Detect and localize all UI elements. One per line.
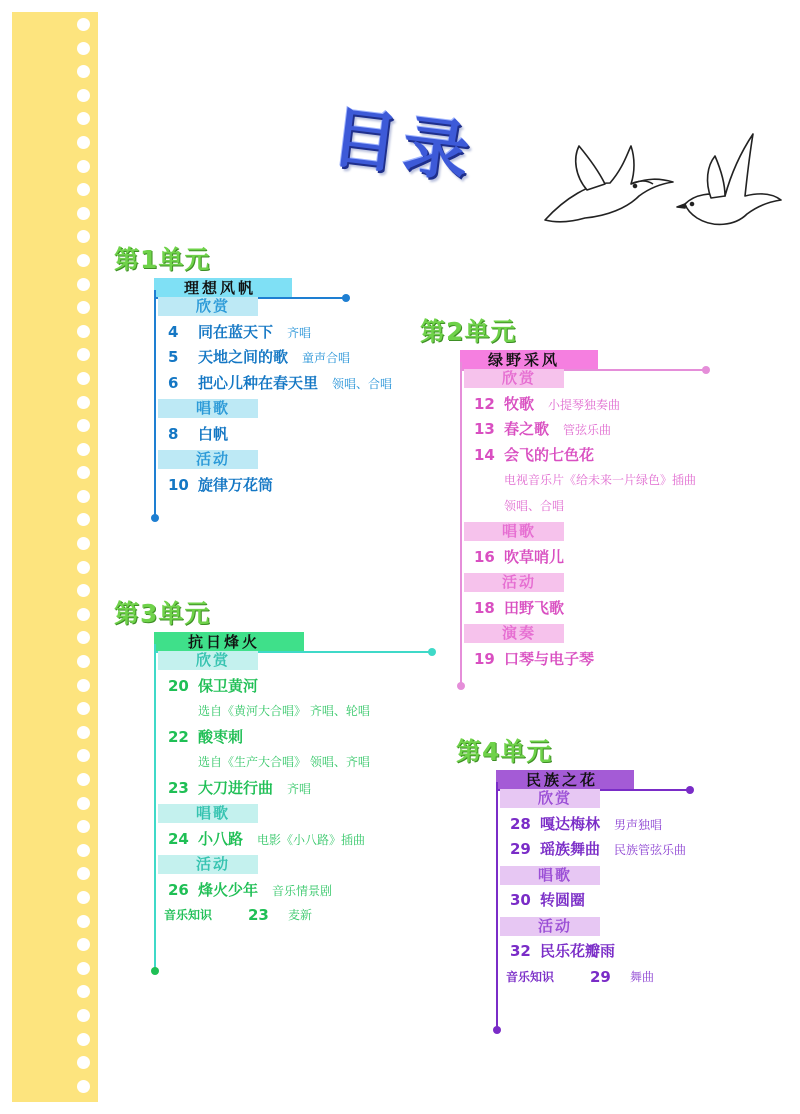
entry-title <box>198 827 365 853</box>
toc-entry[interactable] <box>154 320 454 346</box>
entry-subtitle-text: 选自《黄河大合唱》 齐唱、轮唱 <box>198 704 370 718</box>
binder-hole <box>77 278 90 291</box>
binder-hole <box>77 726 90 739</box>
entry-title-text: 嘎达梅林 <box>540 814 601 833</box>
toc-entry[interactable] <box>154 725 474 751</box>
binder-hole <box>77 608 90 621</box>
binder-hole <box>77 466 90 479</box>
binder-hole <box>77 301 90 314</box>
entry-title <box>198 776 311 802</box>
entry-title-text: 吹草哨儿 <box>504 547 565 566</box>
page-number: 28 <box>510 814 531 833</box>
entry-subtitle-text: 领唱、合唱 <box>504 498 565 513</box>
binder-hole <box>77 655 90 668</box>
section-bar <box>464 522 564 541</box>
entry-title <box>198 345 350 371</box>
unit-1 <box>114 240 393 494</box>
entry-title <box>504 443 594 468</box>
binder-hole <box>77 679 90 692</box>
entry-title-text: 把心儿种在春天里 <box>198 373 319 392</box>
entry-title-text: 瑶族舞曲 <box>540 840 601 858</box>
entry-title-text: 会飞的七色花 <box>504 445 595 464</box>
unit-heading: 第1单元 <box>114 245 211 274</box>
binder-hole <box>77 65 90 78</box>
section-label: 欣赏 <box>196 297 231 315</box>
entry-subtitle-text: 电视音乐片《给未来一片绿色》插曲 <box>504 473 697 487</box>
unit-theme: 理想风帆 <box>184 279 257 297</box>
entry-note: 管弦乐曲 <box>563 423 612 437</box>
unit-theme: 抗日烽火 <box>188 633 261 651</box>
unit-heading: 第4单元 <box>456 737 553 766</box>
binder-hole <box>77 1009 90 1022</box>
page-number: 30 <box>510 891 531 909</box>
section-label: 活动 <box>196 855 231 873</box>
section-label: 唱歌 <box>538 865 573 884</box>
page-number: 13 <box>474 420 495 438</box>
page-number: 4 <box>168 322 179 341</box>
entry-note: 齐唱 <box>287 781 312 796</box>
page-number: 22 <box>168 727 189 746</box>
binder-hole <box>77 136 90 149</box>
section-header <box>460 519 800 545</box>
entry-title: 舞曲 <box>630 969 655 984</box>
binder-hole <box>77 230 90 243</box>
entry-title <box>198 878 332 904</box>
entry-title <box>540 812 662 838</box>
page-number: 19 <box>474 649 495 668</box>
toc-entry[interactable] <box>154 371 454 397</box>
toc-entry[interactable] <box>460 417 800 443</box>
page-number: 18 <box>474 598 495 617</box>
entry-title-text: 口琴与电子琴 <box>504 649 595 668</box>
section-header <box>496 914 796 940</box>
entry-title <box>198 320 311 346</box>
section-bar <box>158 651 258 670</box>
section-label: 唱歌 <box>196 804 231 822</box>
section-header <box>460 621 800 647</box>
entry-title-text: 牧歌 <box>504 394 535 413</box>
section-header <box>460 570 800 596</box>
binder-hole <box>77 844 90 857</box>
binder-hole <box>77 18 90 31</box>
toc-entry[interactable] <box>460 647 800 673</box>
unit-theme: 绿野采风 <box>488 351 561 369</box>
entry-title-text: 同在蓝天下 <box>198 322 274 341</box>
entry-title: 麦新 <box>288 908 313 922</box>
entry-subtitle-text: 选自《生产大合唱》 领唱、齐唱 <box>198 755 370 769</box>
entry-title-text: 白帆 <box>198 424 229 443</box>
entry-subtitle <box>154 699 474 725</box>
binder-hole <box>77 797 90 810</box>
page-number: 10 <box>168 475 189 494</box>
entry-title-text: 大刀进行曲 <box>198 778 274 797</box>
unit-2 <box>420 312 720 668</box>
page-number: 8 <box>168 424 179 443</box>
entry-title <box>504 417 611 443</box>
toc-entry[interactable] <box>154 345 454 371</box>
binder-hole <box>77 867 90 880</box>
entry-title-text: 烽火少年 <box>198 880 259 899</box>
page-number: 24 <box>168 829 189 848</box>
section-header <box>496 786 796 812</box>
binder-hole <box>77 702 90 715</box>
section-bar <box>158 297 258 316</box>
section-label: 演奏 <box>502 624 537 642</box>
entry-title <box>540 888 585 913</box>
section-label: 活动 <box>502 573 537 591</box>
section-label: 活动 <box>196 450 231 468</box>
entry-title-text: 旋律万花筒 <box>198 475 274 494</box>
toc-entry[interactable] <box>496 939 796 965</box>
section-label: 唱歌 <box>502 522 537 540</box>
binder-hole <box>77 183 90 196</box>
entry-title <box>198 422 228 447</box>
binder-hole <box>77 490 90 503</box>
toc-entry[interactable] <box>496 812 796 838</box>
entry-title-text: 春之歌 <box>504 420 550 438</box>
section-bar <box>500 789 600 808</box>
entry-title <box>504 596 564 621</box>
section-bar <box>158 450 258 469</box>
section-label: 欣赏 <box>196 651 231 669</box>
entry-note: 领唱、合唱 <box>332 376 393 391</box>
section-header <box>154 447 454 473</box>
section-bar <box>158 804 258 823</box>
page-number: 16 <box>474 547 495 566</box>
entry-title <box>540 837 686 863</box>
toc-entry[interactable] <box>154 878 474 904</box>
section-header <box>154 294 454 320</box>
section-label: 活动 <box>538 916 573 935</box>
entry-title <box>540 939 615 964</box>
binder-hole <box>77 1056 90 1069</box>
binder-hole <box>77 962 90 975</box>
entry-subtitle <box>154 750 474 776</box>
binder-hole <box>77 42 90 55</box>
toc-entry[interactable] <box>154 674 474 700</box>
binder-hole <box>77 915 90 928</box>
toc-entry[interactable] <box>154 827 474 853</box>
unit-theme: 民族之花 <box>526 771 599 789</box>
section-bar <box>158 855 258 874</box>
binder-hole <box>77 443 90 456</box>
binder-hole <box>77 584 90 597</box>
entry-subtitle <box>460 494 800 520</box>
section-header <box>460 366 800 392</box>
entry-title <box>198 725 243 750</box>
binder-hole <box>77 773 90 786</box>
music-knowledge-entry[interactable] <box>496 965 796 991</box>
toc-entry[interactable] <box>460 392 800 418</box>
toc-entry[interactable] <box>460 596 800 622</box>
entry-title-text: 田野飞歌 <box>504 598 565 617</box>
unit-4 <box>456 732 716 986</box>
unit-heading: 第2单元 <box>420 317 517 346</box>
toc-entry[interactable] <box>460 443 800 469</box>
entry-title <box>198 371 392 397</box>
section-label: 欣赏 <box>538 789 573 807</box>
page-number: 6 <box>168 373 179 392</box>
binder-hole <box>77 513 90 526</box>
unit-heading: 第3单元 <box>114 599 211 628</box>
page-number: 26 <box>168 880 189 899</box>
entry-note: 齐唱 <box>287 325 312 340</box>
binder-hole <box>77 348 90 361</box>
binder-hole <box>77 372 90 385</box>
binder-hole <box>77 254 90 267</box>
binder-hole <box>77 207 90 220</box>
binder-holes <box>77 18 91 1098</box>
entry-note: 民族管弦乐曲 <box>614 843 687 857</box>
page-title: 目录 <box>327 98 480 193</box>
toc-entry[interactable] <box>496 888 796 914</box>
knowledge-label: 音乐知识 <box>164 908 213 922</box>
page-number: 20 <box>168 676 189 695</box>
entry-note: 男声独唱 <box>614 817 663 832</box>
section-header <box>154 396 454 422</box>
entry-title-text: 民乐花瓣雨 <box>540 942 616 960</box>
page-number: 23 <box>168 778 189 797</box>
entry-title-text: 小八路 <box>198 829 244 848</box>
entry-title-text: 转圆圈 <box>540 891 586 909</box>
section-label: 欣赏 <box>502 369 537 387</box>
binder-hole <box>77 749 90 762</box>
section-header <box>154 852 474 878</box>
entry-title <box>198 674 258 699</box>
entry-note: 音乐情景剧 <box>272 883 333 898</box>
binder-hole <box>77 631 90 644</box>
page-number: 29 <box>590 967 611 986</box>
section-label: 唱歌 <box>196 399 231 417</box>
page-number: 29 <box>510 840 531 858</box>
section-bar <box>500 866 600 885</box>
music-knowledge-entry[interactable] <box>154 903 474 929</box>
section-bar <box>464 573 564 592</box>
entry-title <box>504 647 594 672</box>
section-header <box>154 648 474 674</box>
binder-hole <box>77 938 90 951</box>
toc-entry[interactable] <box>154 422 454 448</box>
section-bar <box>464 369 564 388</box>
section-bar <box>464 624 564 643</box>
toc-entry[interactable] <box>154 473 454 499</box>
entry-note: 童声合唱 <box>302 351 351 365</box>
binder-hole <box>77 396 90 409</box>
binder-hole <box>77 561 90 574</box>
binder-hole <box>77 160 90 173</box>
entry-title <box>198 473 273 498</box>
entry-title <box>504 392 620 418</box>
binder-hole <box>77 112 90 125</box>
binder-hole <box>77 419 90 432</box>
toc-entry[interactable] <box>496 837 796 863</box>
page-number: 12 <box>474 394 495 413</box>
entry-note: 小提琴独奏曲 <box>548 397 621 412</box>
section-header <box>496 863 796 889</box>
unit-3 <box>114 594 444 924</box>
toc-entry[interactable] <box>460 545 800 571</box>
page-number: 14 <box>474 445 495 464</box>
page-number: 5 <box>168 348 179 366</box>
entry-title-text: 酸枣刺 <box>198 727 244 746</box>
section-header <box>154 801 474 827</box>
page-number: 23 <box>248 906 269 924</box>
entry-subtitle <box>460 468 800 494</box>
binder-hole <box>77 89 90 102</box>
section-bar <box>500 917 600 936</box>
doves-illustration <box>535 128 785 238</box>
binder-hole <box>77 1033 90 1046</box>
binder-hole <box>77 325 90 338</box>
binder-hole <box>77 537 90 550</box>
binder-hole <box>77 820 90 833</box>
binder-hole <box>77 891 90 904</box>
toc-entry[interactable] <box>154 776 474 802</box>
section-bar <box>158 399 258 418</box>
entry-title <box>504 545 564 570</box>
knowledge-label: 音乐知识 <box>506 969 555 984</box>
entry-title-text: 天地之间的歌 <box>198 348 289 366</box>
binder-hole <box>77 1080 90 1093</box>
page-number: 32 <box>510 942 531 960</box>
entry-note: 电影《小八路》插曲 <box>257 832 366 847</box>
binder-hole <box>77 985 90 998</box>
entry-title-text: 保卫黄河 <box>198 676 259 695</box>
